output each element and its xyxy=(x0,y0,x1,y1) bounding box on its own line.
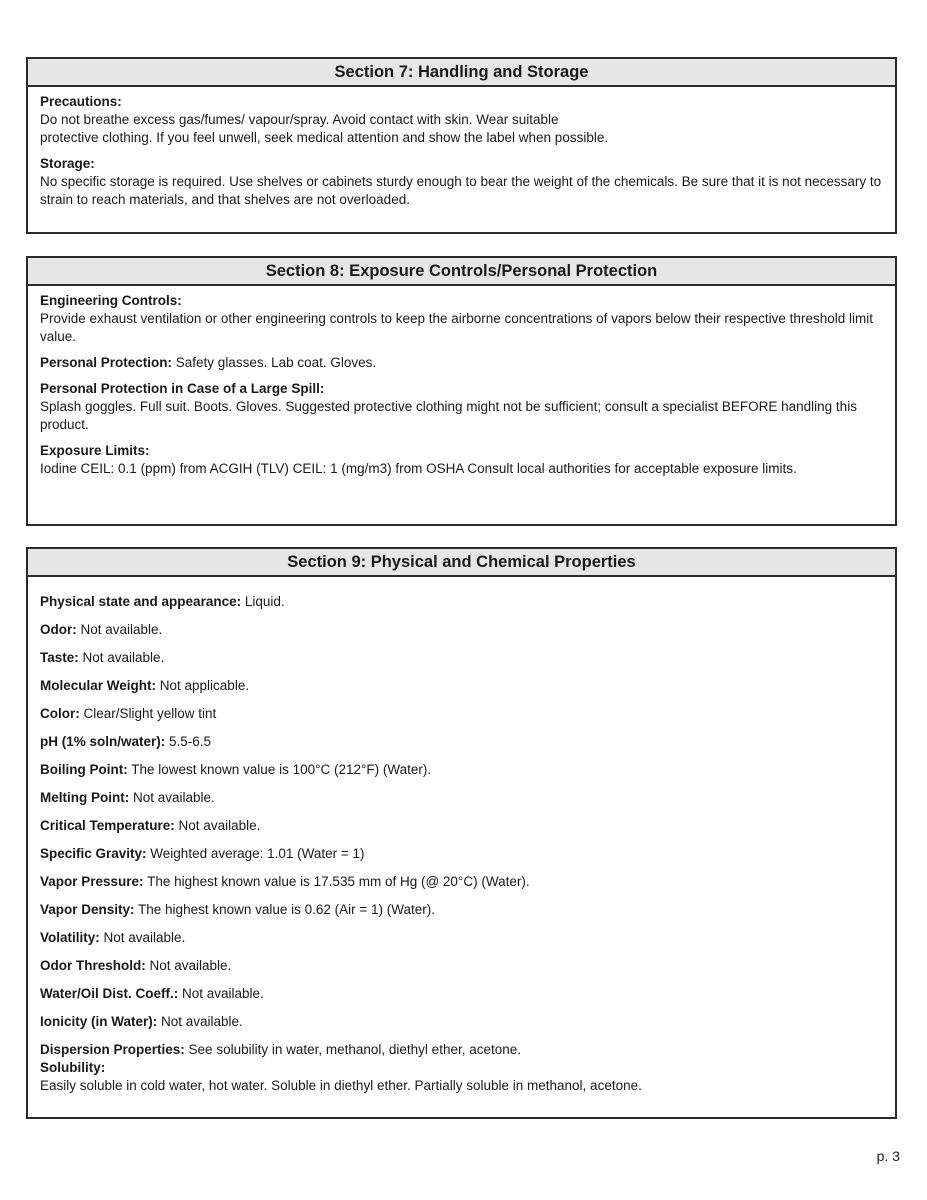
large-spill-text: Splash goggles. Full suit. Boots. Gloves. Suggested protective clothing might not be sufficient; consult a specialist BEFORE handling this product. xyxy=(40,399,857,432)
property-row xyxy=(40,649,883,667)
property-value: The lowest known value is 100°C (212°F) (Water). xyxy=(127,762,432,777)
engineering-controls-block xyxy=(40,292,883,346)
property-row xyxy=(40,789,883,807)
property-label: Specific Gravity: xyxy=(40,846,147,861)
property-label: Water/Oil Dist. Coeff.: xyxy=(40,986,179,1001)
property-label: Taste: xyxy=(40,650,79,665)
section-7-title: Section 7: Handling and Storage xyxy=(28,59,895,87)
property-value: Not available. xyxy=(145,958,232,973)
property-label: Vapor Pressure: xyxy=(40,874,144,889)
property-label: Dispersion Properties: xyxy=(40,1042,185,1057)
section-8-exposure-controls xyxy=(26,256,897,526)
property-label: Odor: xyxy=(40,622,77,637)
engineering-controls-text: Provide exhaust ventilation or other engineering controls to keep the airborne concentrations of vapors below their respective threshold limit value. xyxy=(40,311,873,344)
large-spill-label: Personal Protection in Case of a Large Spill: xyxy=(40,381,325,396)
solubility-block xyxy=(40,1059,883,1095)
property-row xyxy=(40,1013,883,1031)
section-9-title: Section 9: Physical and Chemical Properties xyxy=(28,549,895,577)
property-label: Physical state and appearance: xyxy=(40,594,242,609)
page-number: p. 3 xyxy=(876,1148,900,1164)
property-row xyxy=(40,677,883,695)
section-9-body xyxy=(28,577,895,1103)
property-value: Not applicable. xyxy=(156,678,250,693)
property-row xyxy=(40,957,883,975)
property-row xyxy=(40,705,883,723)
property-row xyxy=(40,901,883,919)
property-row xyxy=(40,873,883,891)
property-value: Not available. xyxy=(178,986,264,1001)
property-label: Ionicity (in Water): xyxy=(40,1014,158,1029)
property-value: See solubility in water, methanol, diethyl ether, acetone. xyxy=(184,1042,521,1057)
property-label: Critical Temperature: xyxy=(40,818,175,833)
property-row xyxy=(40,621,883,639)
large-spill-block xyxy=(40,380,883,434)
precautions-block xyxy=(40,93,883,147)
property-value: The highest known value is 17.535 mm of Hg (@ 20°C) (Water). xyxy=(143,874,530,889)
property-label: Odor Threshold: xyxy=(40,958,146,973)
property-row xyxy=(40,929,883,947)
property-value: 5.5-6.5 xyxy=(165,734,212,749)
solubility-text: Easily soluble in cold water, hot water. Soluble in diethyl ether. Partially soluble in methanol, acetone. xyxy=(40,1078,642,1093)
property-label: Vapor Density: xyxy=(40,902,135,917)
property-row xyxy=(40,1041,883,1059)
personal-protection-text: Safety glasses. Lab coat. Gloves. xyxy=(172,355,377,370)
property-label: Boiling Point: xyxy=(40,762,128,777)
property-row xyxy=(40,593,883,611)
solubility-label: Solubility: xyxy=(40,1060,106,1075)
personal-protection-label: Personal Protection: xyxy=(40,355,173,370)
precautions-text-line1: Do not breathe excess gas/fumes/ vapour/spray. Avoid contact with skin. Wear suitable xyxy=(40,112,559,127)
storage-text: No specific storage is required. Use shelves or cabinets sturdy enough to bear the weight of the chemicals. Be sure that it is not necessary to strain to reach materials, and that shelves are not overloaded. xyxy=(40,174,882,207)
properties-list xyxy=(40,593,883,1059)
property-value: Not available. xyxy=(157,1014,243,1029)
property-value: Not available. xyxy=(78,650,165,665)
property-value: Clear/Slight yellow tint xyxy=(79,706,217,721)
property-row xyxy=(40,761,883,779)
property-value: Weighted average: 1.01 (Water = 1) xyxy=(146,846,365,861)
engineering-controls-label: Engineering Controls: xyxy=(40,293,182,308)
section-7-body xyxy=(28,87,895,217)
precautions-label: Precautions: xyxy=(40,94,122,109)
exposure-limits-label: Exposure Limits: xyxy=(40,443,150,458)
section-7-handling-storage xyxy=(26,57,897,234)
property-label: pH (1% soln/water): xyxy=(40,734,166,749)
section-9-physical-chemical-properties xyxy=(26,547,897,1119)
property-row xyxy=(40,985,883,1003)
storage-block xyxy=(40,155,883,209)
precautions-text-line2: protective clothing. If you feel unwell, seek medical attention and show the label when possible. xyxy=(40,130,609,145)
property-value: Not available. xyxy=(76,622,163,637)
exposure-limits-block xyxy=(40,442,883,478)
property-value: Not available. xyxy=(129,790,215,805)
property-label: Color: xyxy=(40,706,80,721)
personal-protection-block xyxy=(40,354,883,372)
section-8-body xyxy=(28,286,895,486)
property-label: Melting Point: xyxy=(40,790,130,805)
exposure-limits-text: Iodine CEIL: 0.1 (ppm) from ACGIH (TLV) CEIL: 1 (mg/m3) from OSHA Consult local authorities for acceptable exposure limits. xyxy=(40,461,797,476)
storage-label: Storage: xyxy=(40,156,95,171)
property-row xyxy=(40,845,883,863)
property-value: Not available. xyxy=(99,930,186,945)
property-value: Not available. xyxy=(174,818,261,833)
property-row xyxy=(40,817,883,835)
property-label: Molecular Weight: xyxy=(40,678,157,693)
property-label: Volatility: xyxy=(40,930,100,945)
property-value: Liquid. xyxy=(241,594,285,609)
property-row xyxy=(40,733,883,751)
section-8-title: Section 8: Exposure Controls/Personal Protection xyxy=(28,258,895,286)
property-value: The highest known value is 0.62 (Air = 1) (Water). xyxy=(134,902,436,917)
